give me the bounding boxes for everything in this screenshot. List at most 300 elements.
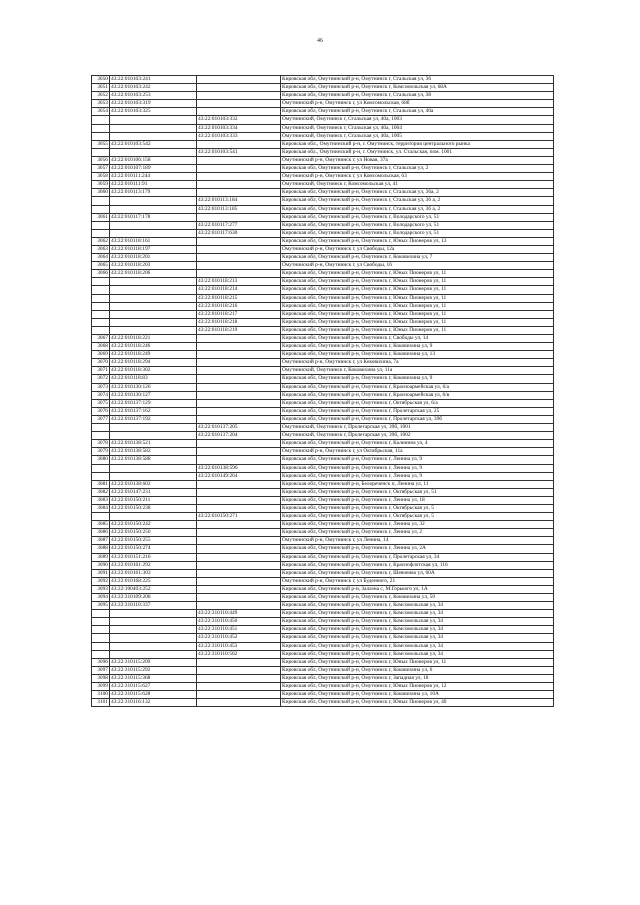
property-registry-table — [91, 75, 554, 707]
sub-object-cadastral-cell: 43:22:010103:334 — [197, 124, 281, 132]
address-cell: Кировская обл, Омутнинский р-н, Омутнинск г, Стальская ул, 36 — [281, 76, 554, 84]
address-cell: Кировская обл., Омутнинский р-н, г. Омутнинск, ул. Стальская, пом. 1001 — [281, 148, 554, 156]
row-number-cell — [92, 310, 110, 318]
address-cell: Кировская обл, Омутнинский р-н, Омутнинск г, Юных Пионеров ул, 40 — [281, 699, 554, 707]
address-cell: Кировская обл, Омутнинский р-н, Омутнинск г, Комсомольская ул, 68А — [281, 84, 554, 92]
sub-object-cadastral-cell — [197, 343, 281, 351]
table-row — [92, 302, 554, 310]
sub-object-cadastral-cell — [197, 521, 281, 529]
address-cell: Кировская обл, Омутнинский р-н, Омутнинск г, Стальская ул, 36а, 2 — [281, 189, 554, 197]
table-row — [92, 456, 554, 464]
table-row — [92, 254, 554, 262]
cadastral-number-cell — [110, 286, 197, 294]
row-number-cell: 3078 — [92, 440, 110, 448]
row-number-cell: 3096 — [92, 658, 110, 666]
cadastral-number-cell: 43:22:310115:627 — [110, 683, 197, 691]
cadastral-number-cell — [110, 626, 197, 634]
address-cell: Кировская обл, Омутнинский р-н, Омутнинск г, Ленина ул, 2А — [281, 545, 554, 553]
sub-object-cadastral-cell — [197, 100, 281, 108]
table-row — [92, 189, 554, 197]
row-number-cell: 3084 — [92, 504, 110, 512]
table-row — [92, 529, 554, 537]
cadastral-number-cell: 43:22:310115:209 — [110, 658, 197, 666]
sub-object-cadastral-cell — [197, 173, 281, 181]
cadastral-number-cell: 43:22:010103:242 — [110, 84, 197, 92]
row-number-cell: 3100 — [92, 691, 110, 699]
sub-object-cadastral-cell — [197, 691, 281, 699]
address-cell: Кировская обл, Омутнинский р-н, Омутнинск г, Юных Пионеров ул, 11 — [281, 286, 554, 294]
address-cell: Кировская обл, Омутнинский р-н, Омутнинск г, Коковихина ул, 50 — [281, 594, 554, 602]
address-cell: Кировская обл, Омутнинский р-н, Омутнинск г, Октябрьская ул, 51 — [281, 488, 554, 496]
table-row — [92, 310, 554, 318]
page-number: 46 — [317, 38, 323, 44]
cadastral-number-cell — [110, 642, 197, 650]
table-row — [92, 513, 554, 521]
row-number-cell — [92, 294, 110, 302]
sub-object-cadastral-cell — [197, 448, 281, 456]
row-number-cell — [92, 148, 110, 156]
row-number-cell: 3091 — [92, 569, 110, 577]
sub-object-cadastral-cell — [197, 569, 281, 577]
table-row — [92, 521, 554, 529]
address-cell: Кировская обл, Омутнинский р-н, Омутнинск г, Октябрьская ул, 5 — [281, 504, 554, 512]
sub-object-cadastral-cell — [197, 245, 281, 253]
sub-object-cadastral-cell — [197, 504, 281, 512]
sub-object-cadastral-cell: 43:22:310110:450 — [197, 618, 281, 626]
cadastral-number-cell: 43:22:010168:225 — [110, 577, 197, 585]
sub-object-cadastral-cell — [197, 658, 281, 666]
address-cell: Кировская обл, Омутнинский р-н, Омутнинск г, Ленина ул, 9 — [281, 464, 554, 472]
cadastral-number-cell — [110, 278, 197, 286]
row-number-cell: 3086 — [92, 529, 110, 537]
cadastral-number-cell: 43:22:010138:521 — [110, 440, 197, 448]
sub-object-cadastral-cell: 43:22:010138:596 — [197, 464, 281, 472]
table-row — [92, 294, 554, 302]
address-cell: Кировская обл, Омутнинский р-н, Омутнинск г, Володарского ул, 51 — [281, 221, 554, 229]
address-cell: Кировская обл, Омутнинский р-н, Омутнинск г, Комсомольская ул, 34 — [281, 618, 554, 626]
row-number-cell: 3090 — [92, 561, 110, 569]
table-row — [92, 683, 554, 691]
cadastral-number-cell: 43:22:010103:253 — [110, 92, 197, 100]
row-number-cell: 3068 — [92, 343, 110, 351]
address-cell: Кировская обл, Омутнинский р-н, Омутнинск г, Коковихина ул, 7 — [281, 254, 554, 262]
row-number-cell: 3099 — [92, 683, 110, 691]
sub-object-cadastral-cell: 43:22:010103:333 — [197, 132, 281, 140]
cadastral-number-cell: 43:22:010118:246 — [110, 343, 197, 351]
row-number-cell — [92, 472, 110, 480]
table-row — [92, 415, 554, 423]
row-number-cell — [92, 229, 110, 237]
address-cell: Омутнинский р-н, Омутнинск г, ул Ленина, 14 — [281, 537, 554, 545]
row-number-cell: 3071 — [92, 367, 110, 375]
cadastral-number-cell: 43:22:100403:252 — [110, 585, 197, 593]
cadastral-number-cell: 43:22:010107:189 — [110, 165, 197, 173]
address-cell: Кировская обл, Омутнинский р-н, Омутнинск г, Октябрьская ул, 5 — [281, 513, 554, 521]
table-row — [92, 658, 554, 666]
sub-object-cadastral-cell — [197, 415, 281, 423]
cadastral-number-cell: 43:22:310116:132 — [110, 699, 197, 707]
table-row — [92, 278, 554, 286]
row-number-cell: 3065 — [92, 262, 110, 270]
address-cell: Кировская обл, Омутнинский р-н, Омутнинск г, Комсомольская ул, 34 — [281, 626, 554, 634]
table-row — [92, 448, 554, 456]
address-cell: Омутнинский, Омутнинск г, Стальская ул, 40а, 1005 — [281, 132, 554, 140]
cadastral-number-cell: 43:22:310115:368 — [110, 674, 197, 682]
address-cell: Кировская обл, Омутнинский р-н, Омутнинск г, Коковихина ул, 9 — [281, 343, 554, 351]
row-number-cell — [92, 132, 110, 140]
row-number-cell: 3064 — [92, 254, 110, 262]
cadastral-number-cell — [110, 221, 197, 229]
cadastral-number-cell: 43:22:010118:203 — [110, 262, 197, 270]
sub-object-cadastral-cell — [197, 375, 281, 383]
address-cell: Кировская обл, Омутнинский р-н, Омутнинск г, Стальская ул, 36 а, 2 — [281, 205, 554, 213]
address-cell: Кировская обл, Омутнинский р-н, Омутнинск г, Ленина ул, 32 — [281, 521, 554, 529]
address-cell: Кировская обл, Омутнинский р-н, Омутнинск г, Володарского ул, 51 — [281, 229, 554, 237]
address-cell: Кировская обл, Омутнинский р-н, Омутнинск г, Юных Пионеров ул, 11 — [281, 310, 554, 318]
cadastral-number-cell: 43:22:310110:337 — [110, 602, 197, 610]
sub-object-cadastral-cell — [197, 351, 281, 359]
table-row — [92, 577, 554, 585]
cadastral-number-cell: 43:22:010137:192 — [110, 415, 197, 423]
cadastral-number-cell — [110, 650, 197, 658]
sub-object-cadastral-cell — [197, 602, 281, 610]
cadastral-number-cell: 43:22:010150:238 — [110, 504, 197, 512]
row-number-cell: 3081 — [92, 480, 110, 488]
sub-object-cadastral-cell — [197, 496, 281, 504]
table-row — [92, 367, 554, 375]
sub-object-cadastral-cell — [197, 359, 281, 367]
table-row — [92, 569, 554, 577]
sub-object-cadastral-cell — [197, 76, 281, 84]
address-cell: Кировская обл, Омутнинский р-н, Омутнинск г, Пролетарская ул, 34 — [281, 553, 554, 561]
address-cell: Кировская обл., Омутнинский р-н, г. Омутнинск, территория центрального рынка — [281, 140, 554, 148]
cadastral-number-cell: 43:22:010118:201 — [110, 254, 197, 262]
sub-object-cadastral-cell — [197, 594, 281, 602]
table-row — [92, 197, 554, 205]
table-row — [92, 545, 554, 553]
sub-object-cadastral-cell: 43:22:010149:264 — [197, 472, 281, 480]
address-cell: Кировская обл, Омутнинский р-н, Залазна с, М.Горького ул, 1А — [281, 585, 554, 593]
sub-object-cadastral-cell — [197, 577, 281, 585]
table-row — [92, 440, 554, 448]
sub-object-cadastral-cell — [197, 165, 281, 173]
table-row — [92, 181, 554, 189]
cadastral-number-cell: 43:22:010118:294 — [110, 359, 197, 367]
row-number-cell: 3058 — [92, 173, 110, 181]
sub-object-cadastral-cell: 43:22:010118:218 — [197, 318, 281, 326]
table-row — [92, 674, 554, 682]
address-cell: Кировская обл, Омутнинский р-н, Омутнинск г, Юных Пионеров ул, 11 — [281, 326, 554, 334]
table-row — [92, 270, 554, 278]
table-row — [92, 553, 554, 561]
sub-object-cadastral-cell: 43:22:310110:452 — [197, 634, 281, 642]
address-cell: Кировская обл, Омутнинский р-н, Омутнинск г, Ленина ул, 18 — [281, 496, 554, 504]
address-cell: Кировская обл, Омутнинский р-н, Омутнинск г, Юных Пионеров ул, 11 — [281, 302, 554, 310]
row-number-cell: 3063 — [92, 245, 110, 253]
address-cell: Кировская обл, Омутнинский р-н, Омутнинск г, Стальская ул, 2 — [281, 165, 554, 173]
sub-object-cadastral-cell: 43:22:310110:562 — [197, 650, 281, 658]
address-cell: Кировская обл, Омутнинский р-н, Омутнинск г, Стальская ул, 40а — [281, 108, 554, 116]
address-cell: Кировская обл, Омутнинский р-н, Омутнинск г, Ленина ул, 9 — [281, 456, 554, 464]
table-row — [92, 262, 554, 270]
cadastral-number-cell — [110, 310, 197, 318]
sub-object-cadastral-cell — [197, 156, 281, 164]
table-row — [92, 100, 554, 108]
sub-object-cadastral-cell — [197, 553, 281, 561]
table-row — [92, 496, 554, 504]
sub-object-cadastral-cell: 43:22:010118:213 — [197, 278, 281, 286]
table-row — [92, 488, 554, 496]
cadastral-number-cell — [110, 513, 197, 521]
sub-object-cadastral-cell — [197, 367, 281, 375]
table-row — [92, 84, 554, 92]
table-row — [92, 108, 554, 116]
cadastral-number-cell — [110, 302, 197, 310]
sub-object-cadastral-cell — [197, 140, 281, 148]
table-row — [92, 124, 554, 132]
sub-object-cadastral-cell — [197, 488, 281, 496]
table-row — [92, 537, 554, 545]
sub-object-cadastral-cell — [197, 440, 281, 448]
address-cell: Кировская обл, Омутнинский р-н, Омутнинск г, Коковихина ул, 13 — [281, 351, 554, 359]
cadastral-number-cell: 43:22:010111:244 — [110, 173, 197, 181]
row-number-cell: 3061 — [92, 213, 110, 221]
address-cell: Кировская обл, Омутнинский р-н, Омутнинск г, Свободы ул, 14 — [281, 335, 554, 343]
row-number-cell: 3087 — [92, 537, 110, 545]
row-number-cell: 3062 — [92, 237, 110, 245]
address-cell: Кировская обл, Омутнинский р-н, Омутнинск г, Краснофлотская ул, 116 — [281, 561, 554, 569]
address-cell: Кировская обл, Омутнинский р-н, Омутнинск г, Комсомольская ул, 34 — [281, 642, 554, 650]
sub-object-cadastral-cell — [197, 270, 281, 278]
cadastral-number-cell: 43:22:010138:602 — [110, 480, 197, 488]
table-row — [92, 156, 554, 164]
row-number-cell: 3097 — [92, 666, 110, 674]
row-number-cell — [92, 302, 110, 310]
row-number-cell — [92, 326, 110, 334]
row-number-cell: 3074 — [92, 391, 110, 399]
sub-object-cadastral-cell — [197, 84, 281, 92]
cadastral-number-cell: 43:22:010103:325 — [110, 108, 197, 116]
address-cell: Омутнинский р-н, Омутнинск г, ул Буденного, 21 — [281, 577, 554, 585]
row-number-cell — [92, 432, 110, 440]
sub-object-cadastral-cell — [197, 480, 281, 488]
sub-object-cadastral-cell — [197, 585, 281, 593]
cadastral-number-cell: 43:22:010151:216 — [110, 553, 197, 561]
row-number-cell — [92, 116, 110, 124]
table-row — [92, 76, 554, 84]
address-cell: Кировская обл, Омутнинский р-н, Омутнинск г, Юных Пионеров ул, 12 — [281, 683, 554, 691]
table-row — [92, 245, 554, 253]
cadastral-number-cell: 43:22:010130:127 — [110, 391, 197, 399]
table-row — [92, 399, 554, 407]
table-row — [92, 213, 554, 221]
row-number-cell: 3067 — [92, 335, 110, 343]
cadastral-number-cell: 43:22:010137:129 — [110, 399, 197, 407]
table-row — [92, 359, 554, 367]
row-number-cell — [92, 464, 110, 472]
sub-object-cadastral-cell — [197, 561, 281, 569]
cadastral-number-cell: 43:22:010118:206 — [110, 270, 197, 278]
row-number-cell — [92, 221, 110, 229]
address-cell: Кировская обл, Омутнинский р-н, Омутнинск г, Калинина ул, 4 — [281, 440, 554, 448]
table-row — [92, 237, 554, 245]
table-row — [92, 424, 554, 432]
table-row — [92, 585, 554, 593]
row-number-cell: 3083 — [92, 496, 110, 504]
cadastral-number-cell — [110, 229, 197, 237]
table-row — [92, 132, 554, 140]
address-cell: Кировская обл, Омутнинский р-н, Омутнинск г, Стальская ул, 38 — [281, 92, 554, 100]
table-row — [92, 383, 554, 391]
table-row — [92, 642, 554, 650]
table-row — [92, 407, 554, 415]
table-row — [92, 326, 554, 334]
sub-object-cadastral-cell — [197, 108, 281, 116]
table-row — [92, 335, 554, 343]
cadastral-number-cell: 43:22:010138:588 — [110, 456, 197, 464]
address-cell: Кировская обл, Омутнинский р-н, Омутнинск г, Коковихина ул, 10А — [281, 691, 554, 699]
address-cell: Кировская обл, Омутнинский р-н, Омутнинск г, Юных Пионеров ул, 11 — [281, 294, 554, 302]
sub-object-cadastral-cell — [197, 666, 281, 674]
sub-object-cadastral-cell — [197, 699, 281, 707]
row-number-cell: 3056 — [92, 156, 110, 164]
address-cell: Кировская обл, Омутнинский р-н, Омутнинск г, Ленина ул, 2 — [281, 529, 554, 537]
cadastral-number-cell: 43:22:010118:161 — [110, 237, 197, 245]
sub-object-cadastral-cell: 43:22:010137:205 — [197, 424, 281, 432]
row-number-cell — [92, 634, 110, 642]
address-cell: Кировская обл, Омутнинский р-н, Омутнинск г, Шевченко ул, 60А — [281, 569, 554, 577]
cadastral-number-cell: 43:22:010137:162 — [110, 407, 197, 415]
row-number-cell: 3066 — [92, 270, 110, 278]
sub-object-cadastral-cell: 43:22:010103:332 — [197, 116, 281, 124]
row-number-cell: 3077 — [92, 415, 110, 423]
table-row — [92, 602, 554, 610]
cadastral-number-cell: 43:22:010113:179 — [110, 189, 197, 197]
address-cell: Кировская обл, Омутнинский р-н, Омутнинск г, Красноармейская ул, 6/а — [281, 383, 554, 391]
cadastral-number-cell: 43:22:010147:231 — [110, 488, 197, 496]
cadastral-number-cell: 43:22:010111:91 — [110, 181, 197, 189]
table-row — [92, 594, 554, 602]
row-number-cell: 3101 — [92, 699, 110, 707]
cadastral-number-cell — [110, 326, 197, 334]
row-number-cell — [92, 650, 110, 658]
row-number-cell: 3076 — [92, 407, 110, 415]
row-number-cell: 3079 — [92, 448, 110, 456]
table-row — [92, 318, 554, 326]
sub-object-cadastral-cell — [197, 391, 281, 399]
cadastral-number-cell: 43:22:010150:274 — [110, 545, 197, 553]
address-cell: Кировская обл, Омутнинский р-н, Омутнинск г, Юных Пионеров ул, 11 — [281, 658, 554, 666]
row-number-cell: 3052 — [92, 92, 110, 100]
address-cell: Кировская обл, Омутнинский р-н, Омутнинск г, Комсомольская ул, 34 — [281, 610, 554, 618]
row-number-cell: 3060 — [92, 189, 110, 197]
table-row — [92, 140, 554, 148]
sub-object-cadastral-cell: 43:22:310110:453 — [197, 642, 281, 650]
row-number-cell — [92, 626, 110, 634]
table-row — [92, 691, 554, 699]
sub-object-cadastral-cell — [197, 529, 281, 537]
cadastral-number-cell: 43:22:010150:250 — [110, 529, 197, 537]
table-row — [92, 610, 554, 618]
address-cell: Омутнинский р-н, Омутнинск г, ул Свободы, 12а — [281, 245, 554, 253]
cadastral-number-cell — [110, 116, 197, 124]
address-cell: Кировская обл, Омутнинский р-н, Белореченск п, Ленина ул, 11 — [281, 480, 554, 488]
table-row — [92, 699, 554, 707]
sub-object-cadastral-cell — [197, 456, 281, 464]
cadastral-number-cell: 43:22:010138:582 — [110, 448, 197, 456]
row-number-cell: 3054 — [92, 108, 110, 116]
row-number-cell: 3098 — [92, 674, 110, 682]
sub-object-cadastral-cell — [197, 335, 281, 343]
cadastral-number-cell: 43:22:010161:292 — [110, 561, 197, 569]
address-cell: Кировская обл, Омутнинский р-н, Омутнинск г, Ленина ул, 9 — [281, 472, 554, 480]
table-row — [92, 618, 554, 626]
cadastral-number-cell: 43:22:310109:208 — [110, 594, 197, 602]
cadastral-number-cell — [110, 294, 197, 302]
cadastral-number-cell: 43:22:310115:292 — [110, 666, 197, 674]
table-row — [92, 148, 554, 156]
address-cell: Кировская обл, Омутнинский р-н, Омутнинск г, Комсомольская ул, 34 — [281, 602, 554, 610]
address-cell: Кировская обл, Омутнинский р-н, Омутнинск г, Красноармейская ул, 6/в — [281, 391, 554, 399]
row-number-cell — [92, 197, 110, 205]
address-cell: Омутнинский р-н, Омутнинск г, ул Новая, 37а — [281, 156, 554, 164]
address-cell: Кировская обл, Омутнинский р-н, Омутнинск г, Коковихина ул, 6 — [281, 666, 554, 674]
table-row — [92, 173, 554, 181]
sub-object-cadastral-cell: 43:22:010118:214 — [197, 286, 281, 294]
sub-object-cadastral-cell: 43:22:010118:217 — [197, 310, 281, 318]
sub-object-cadastral-cell: 43:22:010150:271 — [197, 513, 281, 521]
cadastral-number-cell: 43:22:010118:302 — [110, 367, 197, 375]
address-cell: Омутнинский р-н, Омутнинск г, ул Коковихина, 7а — [281, 359, 554, 367]
address-cell: Омутнинский, Омутнинск г, Пролетарская ул, 39б, 1001 — [281, 424, 554, 432]
row-number-cell — [92, 642, 110, 650]
sub-object-cadastral-cell — [197, 683, 281, 691]
cadastral-number-cell — [110, 124, 197, 132]
address-cell: Кировская обл, Омутнинский р-н, Омутнинск г, Пролетарская ул, 25 — [281, 407, 554, 415]
address-cell: Кировская обл, Омутнинский р-н, Омутнинск г, Стальская ул, 36 а, 2 — [281, 197, 554, 205]
row-number-cell: 3092 — [92, 577, 110, 585]
sub-object-cadastral-cell — [197, 92, 281, 100]
row-number-cell: 3072 — [92, 375, 110, 383]
address-cell: Омутнинский р-н, Омутнинск г, ул Свободы, 16 — [281, 262, 554, 270]
row-number-cell: 3075 — [92, 399, 110, 407]
row-number-cell — [92, 610, 110, 618]
sub-object-cadastral-cell: 43:22:010113:185 — [197, 205, 281, 213]
row-number-cell: 3051 — [92, 84, 110, 92]
sub-object-cadastral-cell: 43:22:010118:215 — [197, 294, 281, 302]
address-cell: Кировская обл, Омутнинский р-н, Омутнинск г, Юных Пионеров ул, 11 — [281, 278, 554, 286]
row-number-cell: 3055 — [92, 140, 110, 148]
table-row — [92, 229, 554, 237]
sub-object-cadastral-cell — [197, 262, 281, 270]
address-cell: Омутнинский р-н, Омутнинск г, ул Октябрьская, 11а — [281, 448, 554, 456]
address-cell: Омутнинский, Омутнинск г, Комсомольская ул, 41 — [281, 181, 554, 189]
table-row — [92, 480, 554, 488]
row-number-cell: 3095 — [92, 602, 110, 610]
address-cell: Омутнинский, Омутнинск г, Стальская ул, 40а, 1004 — [281, 124, 554, 132]
address-cell: Кировская обл, Омутнинский р-н, Омутнинск г, Коковихина ул, 9 — [281, 375, 554, 383]
row-number-cell — [92, 424, 110, 432]
table-row — [92, 391, 554, 399]
address-cell: Кировская обл, Омутнинский р-н, Омутнинск г, Октябрьская ул, 6/а — [281, 399, 554, 407]
row-number-cell: 3088 — [92, 545, 110, 553]
sub-object-cadastral-cell — [197, 237, 281, 245]
cadastral-number-cell: 43:22:310115:628 — [110, 691, 197, 699]
row-number-cell: 3050 — [92, 76, 110, 84]
table-row — [92, 205, 554, 213]
table-row — [92, 92, 554, 100]
cadastral-number-cell — [110, 618, 197, 626]
